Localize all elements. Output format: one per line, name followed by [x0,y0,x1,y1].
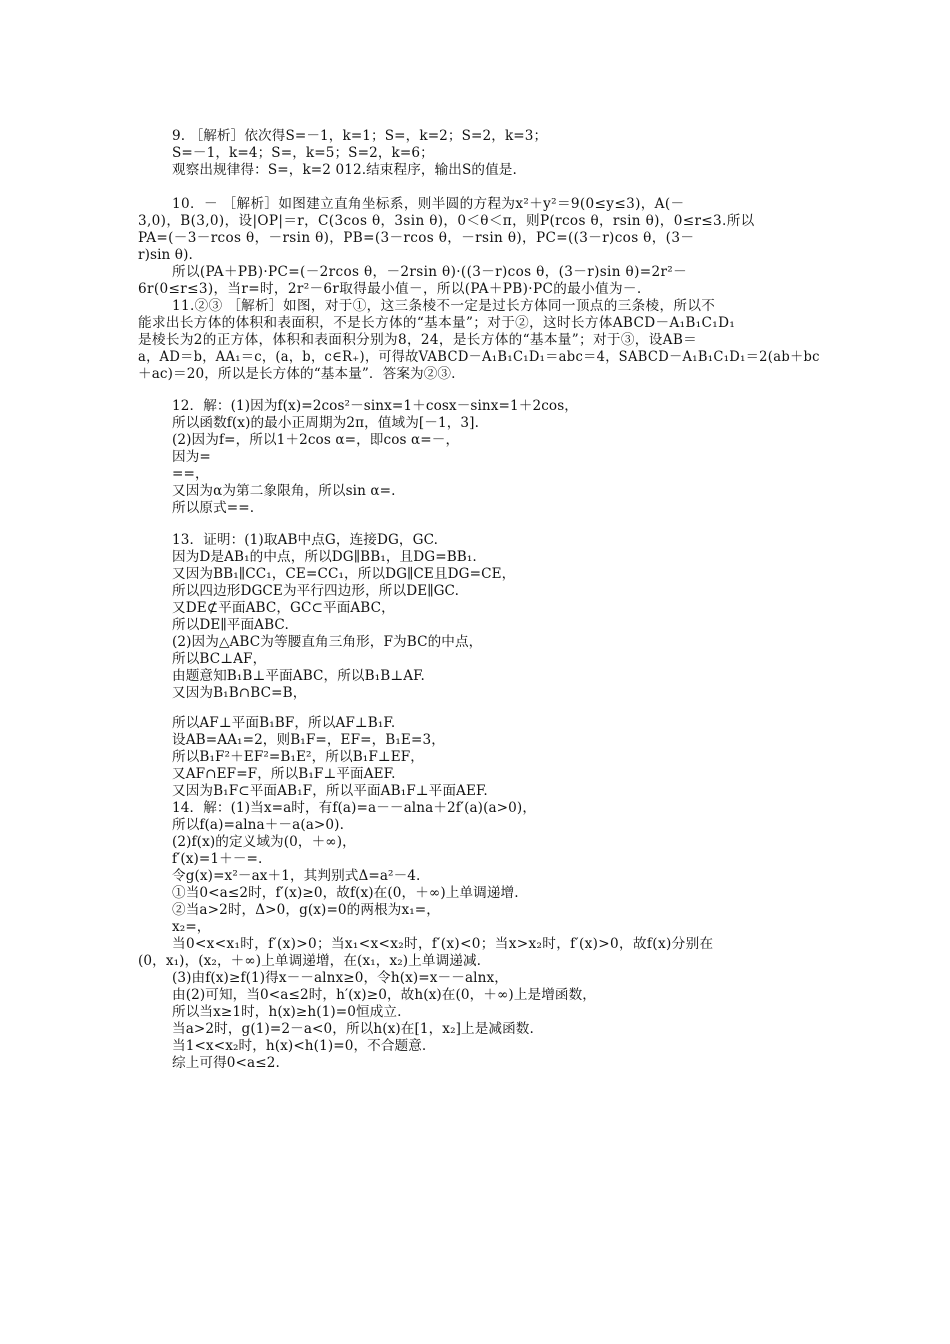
text-line: 10．－ ［解析］如图建立直角坐标系，则半圆的方程为x²＋y²＝9(0≤y≤3)，A(－ [172,196,685,212]
text-line: 由题意知B₁B⊥平面ABC，所以B₁B⊥AF. [172,668,425,684]
text-line: (2)f(x)的定义域为(0，＋∞)， [172,834,356,850]
text-line: 又因为B₁B∩BC=B， [172,685,307,701]
text-line: 所以DE∥平面ABC. [172,617,289,633]
text-line: 所以(PA＋PB)·PC=(－2rcos θ，－2rsin θ)·((3－r)cos θ，(3－r)sin θ)=2r²－ [172,264,688,280]
text-line: r)sin θ). [138,247,193,263]
text-line: 令g(x)=x²－ax＋1，其判别式Δ=a²－4. [172,868,421,884]
text-line: 所以BC⊥AF， [172,651,267,667]
text-line: 6r(0≤r≤3)，当r=时，2r²－6r取得最小值－，所以(PA＋PB)·PC的最小值为－. [138,281,642,297]
text-line: (0，x₁)，(x₂，＋∞)上单调递增，在(x₁，x₂)上单调递减. [138,953,482,969]
text-line: ①当0<a≤2时，f′(x)≥0，故f(x)在(0，＋∞)上单调递增. [172,885,519,901]
text-line: 因为D是AB₁的中点，所以DG∥BB₁，且DG=BB₁. [172,549,477,565]
text-line: 所以函数f(x)的最小正周期为2π，值域为[－1，3]. [172,415,480,431]
text-line: ==， [172,466,209,482]
text-line: 所以原式==. [172,500,255,516]
text-line: 又AF∩EF=F，所以B₁F⊥平面AEF. [172,766,396,782]
text-line: x₂=， [172,919,211,935]
text-line: 9. ［解析］依次得S=－1，k=1；S=，k=2；S=2，k=3； [172,128,548,144]
text-line: 当1<x<x₂时，h(x)<h(1)=0，不合题意. [172,1038,427,1054]
text-line: 所以四边形DGCE为平行四边形，所以DE∥GC. [172,583,459,599]
text-line: 当0<x<x₁时，f′(x)>0；当x₁<x<x₂时，f′(x)<0；当x>x₂时，f′(x)>0，故f(x)分别在 [172,936,714,952]
text-line: 所以f(a)=alna＋－a(a>0). [172,817,344,833]
text-line: PA=(－3－rcos θ，－rsin θ)，PB=(3－rcos θ，－rsin θ)，PC=((3－r)cos θ，(3－ [138,230,695,246]
text-line: 所以AF⊥平面B₁BF，所以AF⊥B₁F. [172,715,396,731]
text-line: f′(x)=1＋－=. [172,851,263,867]
text-line: 设AB=AA₁=2，则B₁F=，EF=，B₁E=3， [172,732,445,748]
text-line: ＋ac)＝20，所以是长方体的“基本量”．答案为②③. [138,366,456,382]
text-line: ②当a>2时，Δ>0，g(x)=0的两根为x₁=， [172,902,440,918]
text-line: 又因为B₁F⊂平面AB₁F，所以平面AB₁F⊥平面AEF. [172,783,488,799]
text-line: 又DE⊄平面ABC，GC⊂平面ABC， [172,600,395,616]
text-line: (2)因为f=，所以1＋2cos α=，即cos α=－， [172,432,460,448]
text-line: S=－1，k=4；S=，k=5；S=2，k=6； [172,145,434,161]
text-line: 又因为BB₁∥CC₁，CE=CC₁，所以DG∥CE且DG=CE， [172,566,516,582]
text-line: a，AD＝b，AA₁＝c，(a，b，c∈R₊)，可得故VABCD－A₁B₁C₁D₁＝abc＝4，SABCD－A₁B₁C₁D₁＝2(ab＋bc [138,349,820,365]
text-line: 13．证明：(1)取AB中点G，连接DG，GC. [172,532,439,548]
text-line: 11.②③ ［解析］如图，对于①，这三条棱不一定是过长方体同一顶点的三条棱，所以不 [172,298,716,314]
text-line: 由(2)可知，当0<a≤2时，h′(x)≥0，故h(x)在(0，＋∞)上是增函数， [172,987,596,1003]
text-line: 所以B₁F²＋EF²=B₁E²，所以B₁F⊥EF， [172,749,424,765]
text-line: 3,0)，B(3,0)，设|OP|＝r，C(3cos θ，3sin θ)，0＜θ＜π，则P(rcos θ，rsin θ)，0≤r≤3.所以 [138,213,755,229]
text-line: 14．解：(1)当x=a时，有f(a)=a－－alna＋2f′(a)(a>0)， [172,800,537,816]
text-line: (2)因为△ABC为等腰直角三角形，F为BC的中点， [172,634,483,650]
text-line: 是棱长为2的正方体，体积和表面积分别为8，24，是长方体的“基本量”；对于③，设AB＝ [138,332,698,348]
text-line: 观察出规律得：S=，k=2 012.结束程序，输出S的值是. [172,162,517,178]
text-line: 综上可得0<a≤2. [172,1055,280,1071]
text-line: 能求出长方体的体积和表面积，不是长方体的“基本量”；对于②，这时长方体ABCD－A₁B₁C₁D₁ [138,315,736,331]
text-line: 12．解：(1)因为f(x)=2cos²－sinx=1＋cosx－sinx=1＋2cos， [172,398,578,414]
text-line: 因为= [172,449,211,465]
text-line: 所以当x≥1时，h(x)≥h(1)=0恒成立. [172,1004,402,1020]
text-line: (3)由f(x)≥f(1)得x－－alnx≥0，令h(x)=x－－alnx， [172,970,508,986]
text-line: 又因为α为第二象限角，所以sin α=. [172,483,396,499]
text-line: 当a>2时，g(1)=2－a<0，所以h(x)在[1，x₂]上是减函数. [172,1021,534,1037]
